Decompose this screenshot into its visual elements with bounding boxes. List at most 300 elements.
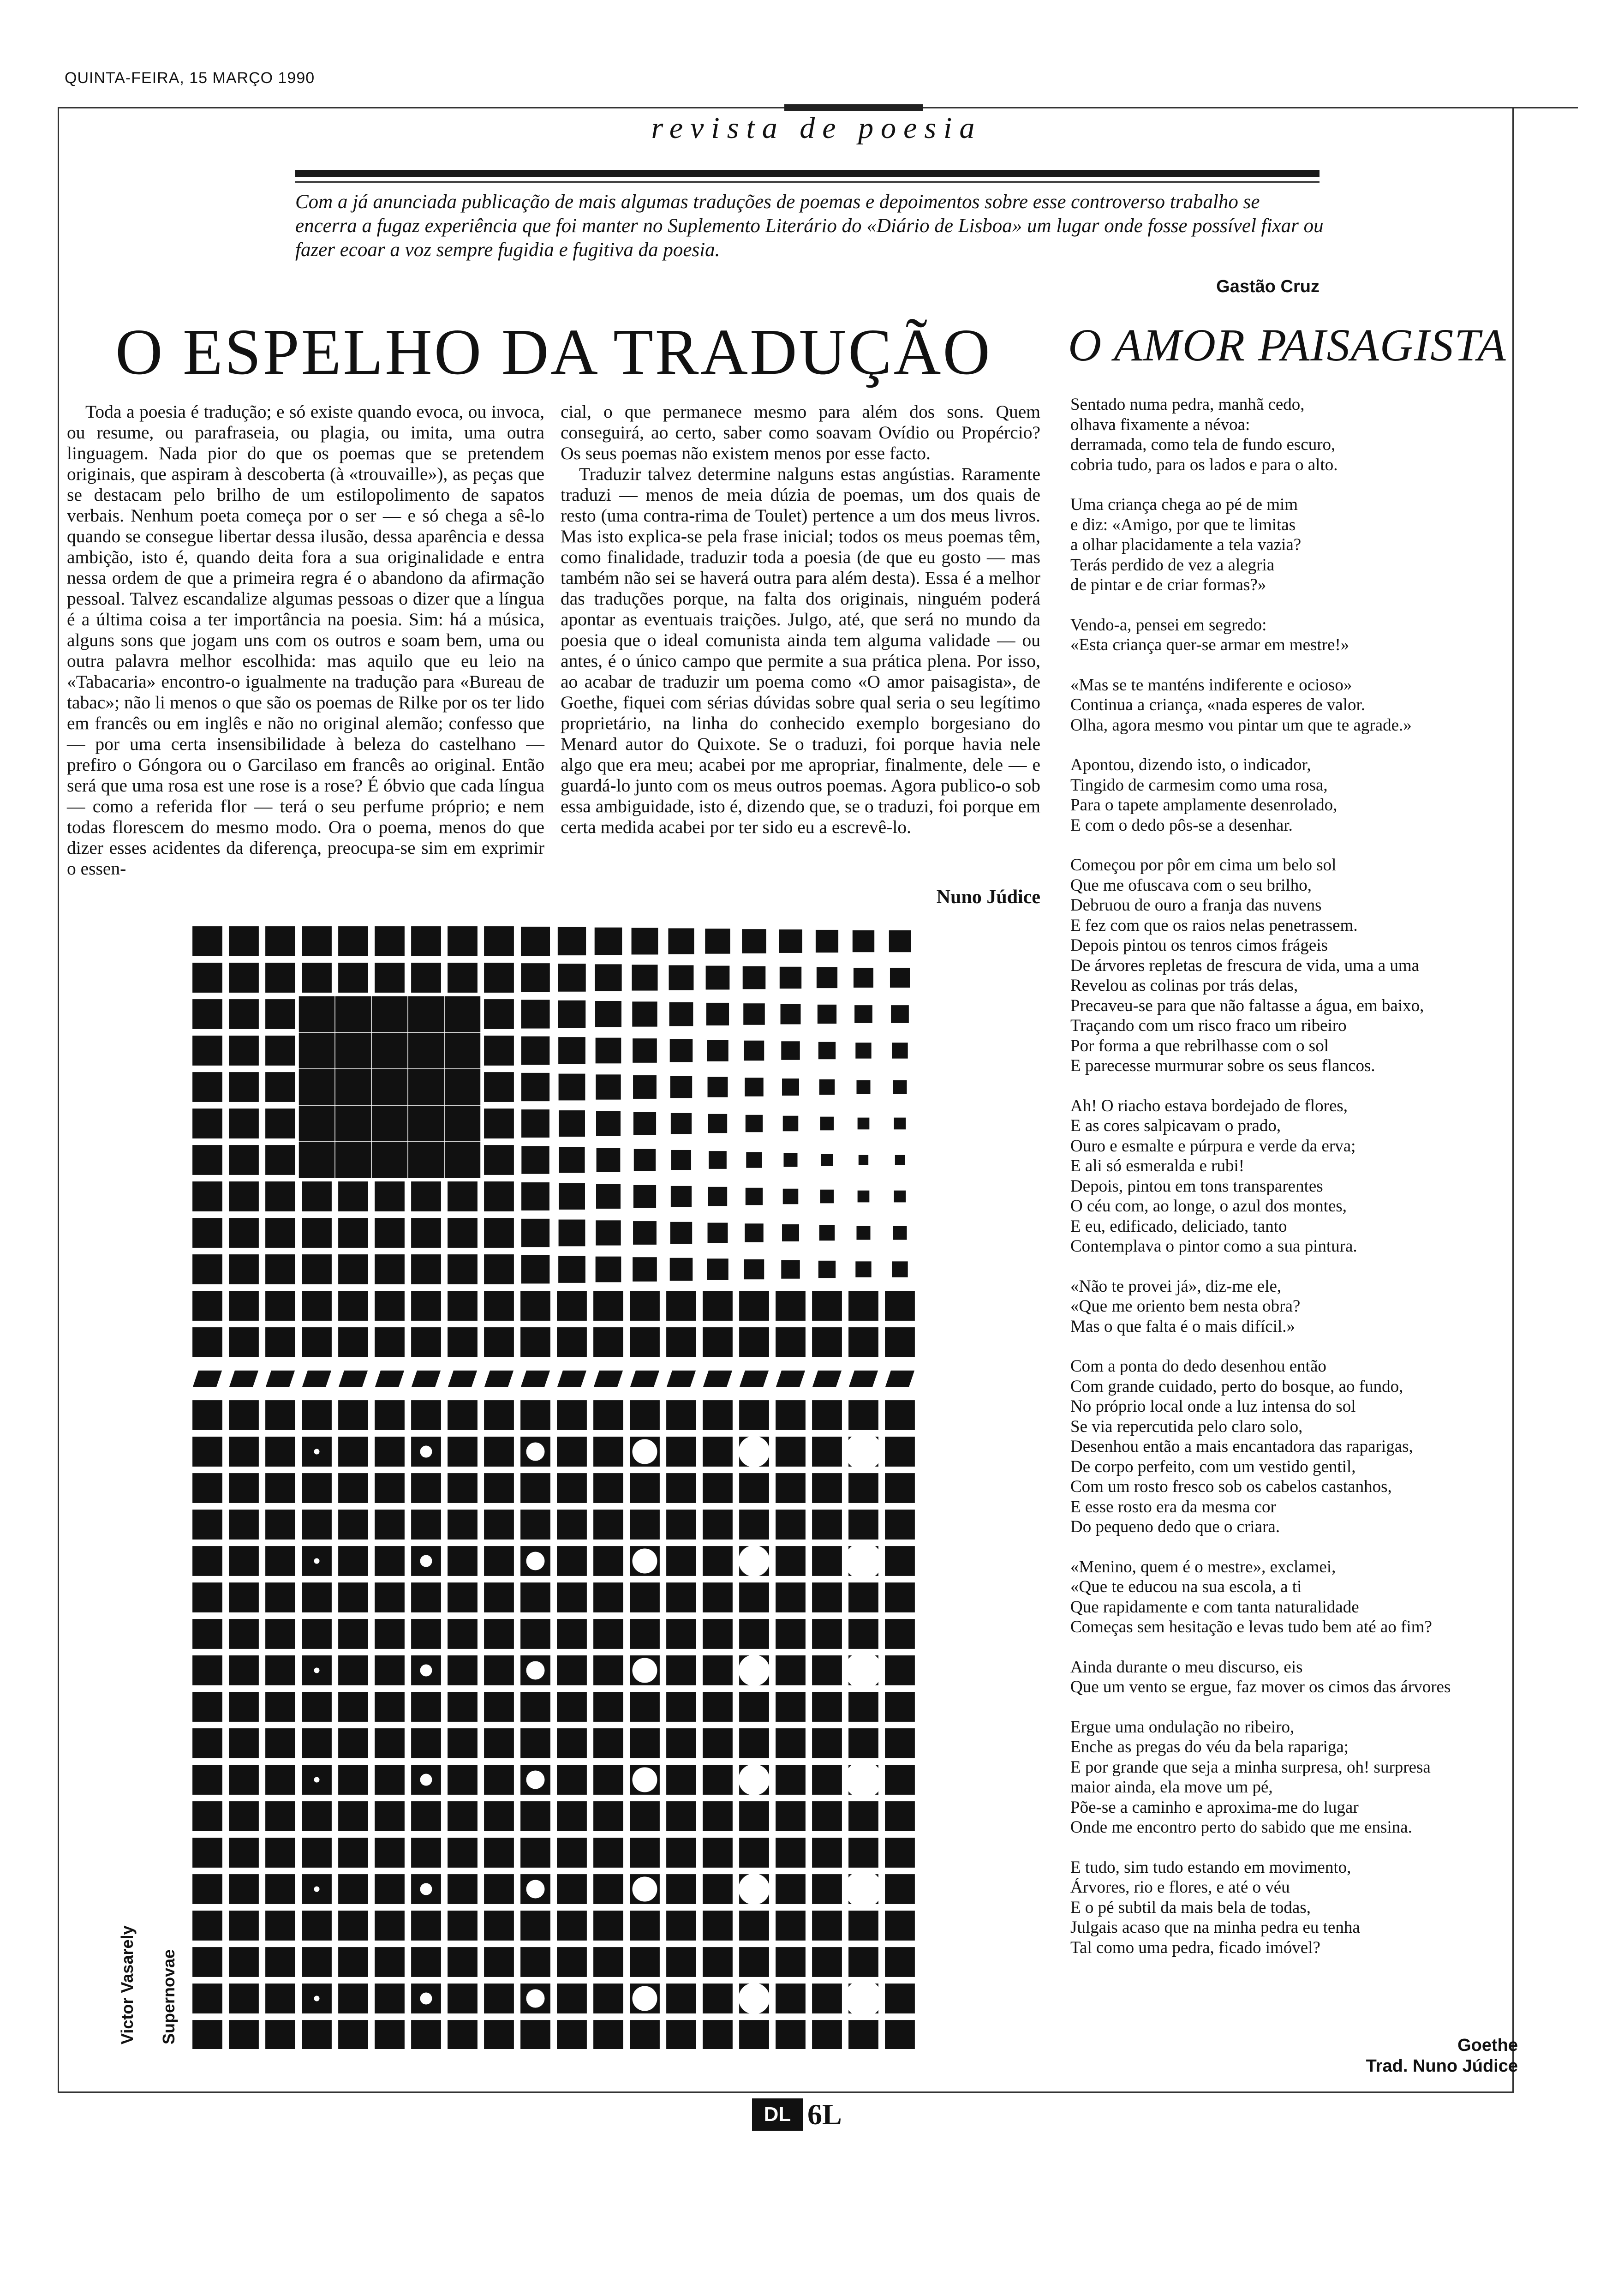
poem-line: Uma criança chega ao pé de mim: [1070, 495, 1298, 514]
poem-line: Que me ofuscava com o seu brilho,: [1070, 875, 1312, 895]
artwork-square: [848, 1838, 878, 1868]
artwork-square: [781, 1260, 800, 1278]
poem-line: a olhar placidamente a tela vazia?: [1070, 535, 1302, 554]
artwork-square: [593, 1582, 623, 1612]
artwork-square: [557, 1327, 587, 1357]
poem-stanza: [1070, 855, 1546, 1076]
artwork-square: [853, 930, 874, 952]
poem-stanza: [1070, 755, 1546, 835]
artwork-square: [854, 1005, 872, 1023]
artwork-square: [885, 1371, 914, 1387]
artwork-square: [666, 1619, 696, 1649]
artwork-dot: [420, 1774, 432, 1786]
artwork-square: [372, 1069, 407, 1105]
artwork-square: [229, 1619, 259, 1649]
artwork-square: [335, 1069, 371, 1105]
artwork-square: [557, 1728, 587, 1758]
artwork-square: [703, 1546, 733, 1576]
artwork-dot: [526, 1443, 545, 1461]
artwork-square: [667, 1371, 696, 1387]
artwork-dot: [633, 1658, 657, 1683]
poem-line: Mas o que falta é o mais difícil.»: [1070, 1317, 1296, 1336]
poem-line: «Que me oriento bem nesta obra?: [1070, 1297, 1301, 1316]
artwork-square: [885, 1765, 915, 1795]
artwork-square: [229, 1765, 259, 1795]
artwork-square: [666, 1728, 696, 1758]
artwork-square: [229, 1728, 259, 1758]
artwork-square: [593, 1655, 623, 1685]
artwork-dot: [420, 1555, 432, 1567]
artwork-square: [411, 1911, 441, 1941]
article-author: Nuno Júdice: [936, 887, 1040, 908]
artwork-square: [855, 1043, 871, 1058]
poem-line: Ainda durante o meu discurso, eis: [1070, 1657, 1303, 1677]
artwork-dot: [739, 1983, 770, 2014]
artwork-square: [484, 1983, 514, 2013]
artwork-square: [593, 1911, 623, 1941]
artwork-square: [703, 1838, 733, 1868]
artwork-square: [229, 1874, 259, 1904]
artwork-square: [630, 1291, 660, 1321]
artwork-square: [739, 1582, 769, 1612]
artwork-square: [780, 967, 801, 989]
poem-line: De árvores repletas de frescura de vida, uma a uma: [1070, 956, 1420, 975]
artwork-square: [338, 1437, 368, 1467]
artwork-square: [445, 1069, 480, 1105]
artwork-title: Supernovae: [159, 1949, 178, 2044]
artwork-square: [812, 1655, 842, 1685]
artwork-square: [520, 1327, 550, 1357]
artwork-square: [521, 963, 550, 992]
artwork-square: [411, 1801, 441, 1831]
artwork-square: [856, 1226, 870, 1240]
artwork-square: [445, 996, 480, 1032]
artwork-square: [593, 1947, 623, 1977]
artwork-square: [558, 1256, 585, 1283]
artwork-square: [338, 1400, 368, 1430]
artwork-square: [445, 1033, 480, 1068]
artwork-square: [338, 1619, 368, 1649]
artwork-square: [666, 1400, 696, 1430]
artwork-square: [812, 1874, 842, 1904]
artwork-square: [265, 1619, 295, 1649]
artwork-square: [708, 1187, 727, 1206]
artwork-dot: [739, 1546, 770, 1577]
artwork-square: [520, 1291, 550, 1321]
artwork-square: [338, 1947, 368, 1977]
artwork-square: [596, 1111, 621, 1136]
artwork-square: [812, 1437, 842, 1467]
artwork-square: [707, 1258, 728, 1280]
artwork-square: [819, 1225, 835, 1240]
poem-line: Debruou de ouro a franja das nuvens: [1070, 896, 1322, 915]
artwork-square: [375, 2020, 405, 2049]
artwork-square: [744, 1259, 764, 1279]
artwork-dot: [845, 1761, 883, 1799]
artwork-square: [448, 2020, 478, 2049]
artwork-square: [484, 1692, 514, 1722]
artwork-square: [848, 2020, 878, 2049]
artwork-square: [412, 1371, 441, 1387]
artwork-square: [812, 1400, 842, 1430]
artwork-square: [596, 1038, 621, 1064]
artwork-square: [375, 1327, 405, 1357]
artwork-square: [411, 2020, 441, 2049]
artwork-square: [630, 1371, 659, 1387]
artwork-square: [302, 1582, 332, 1612]
artwork-square: [812, 1582, 842, 1612]
artwork-square: [812, 1473, 842, 1503]
artwork-square: [448, 1437, 478, 1467]
page-folio: [752, 2097, 842, 2132]
page-number: 6L: [807, 2098, 842, 2131]
artwork-square: [338, 1655, 368, 1685]
article-paragraph: Traduzir talvez determine nalguns estas angústias. Raramente traduzi — menos de meia dúzia de poemas, um dos quais de resto (uma contra-rima de Toulet) pertence a um dos meus livros. Mas isto explica-se pela frase inicial; todos os meus poemas têm, como finalidade, traduzir toda a poesia (de que eu gosto — mas também não sei se haverá outra para além desta). Essa é a melhor das traduções porque, na falta dos originais, ninguém poderá apontar as eventuais traições. Julgo, até, que será no mundo da poesia que o ideal comunista ainda tem alguma validade — ou antes, é o único campo que permite a sua prática plena. Por isso, ao acabar de traduzir um poema como «O amor paisagista», de Goethe, fiquei com sérias dúvidas sobre qual seria o seu legítimo proprietário, na linha do conhecido exemplo borgesiano do Menard autor do Quixote. Se o traduzi, foi porque havia nele algo que era meu; acabei por me apropriar, finalmente, dele — e guardá-lo junto com os meus outros poemas. Agora publico-o sob essa ambiguidade, isto é, dizendo que, se o traduzi, foi porque em certa medida acabei por ter sido eu a escrevê-lo.: [561, 464, 1040, 837]
artwork-square: [302, 1181, 332, 1211]
artwork-square: [634, 1149, 656, 1171]
artwork-dot: [420, 1665, 432, 1677]
artwork-square: [893, 1226, 907, 1240]
artwork-square: [265, 1181, 295, 1211]
artwork-square: [666, 1874, 696, 1904]
artwork-dot: [739, 1436, 770, 1468]
artwork-square: [265, 1036, 295, 1066]
poem-line: Depois pintou os tenros cimos frágeis: [1070, 936, 1328, 955]
artwork-square: [740, 1371, 769, 1387]
artwork-square: [484, 2020, 514, 2049]
artwork-square: [812, 1838, 842, 1868]
artwork-square: [670, 1039, 693, 1062]
artwork-square: [703, 1619, 733, 1649]
artwork-square: [776, 1582, 806, 1612]
artwork-square: [265, 1437, 295, 1467]
artwork-square: [520, 1728, 550, 1758]
artwork-square: [229, 1655, 259, 1685]
poem-line: Olha, agora mesmo vou pintar um que te agrade.»: [1070, 715, 1412, 735]
artwork-square: [448, 1582, 478, 1612]
artwork-square: [632, 1001, 657, 1026]
poem-author: Goethe: [1457, 2036, 1518, 2055]
artwork-square: [521, 1037, 550, 1065]
artwork-square: [484, 1546, 514, 1576]
artwork-square: [594, 1371, 623, 1387]
artwork-square: [408, 1033, 444, 1068]
artwork-square: [338, 1838, 368, 1868]
artwork-square: [265, 1947, 295, 1977]
artwork-square: [484, 1437, 514, 1467]
artwork-dot: [420, 1446, 432, 1458]
artwork-square: [521, 1219, 549, 1247]
artwork-square: [448, 1983, 478, 2013]
artwork-square: [812, 1728, 842, 1758]
artwork-square: [630, 1327, 660, 1357]
poem-line: E o pé subtil da mais bela de todas,: [1070, 1898, 1311, 1917]
artwork-square: [484, 1109, 514, 1139]
artwork-square: [593, 1510, 623, 1540]
artwork-square: [448, 1546, 478, 1576]
artwork-square: [776, 1546, 806, 1576]
artwork-square: [890, 968, 910, 988]
artwork-square: [192, 1838, 222, 1868]
artwork-square: [891, 1005, 909, 1023]
artwork-square: [484, 1911, 514, 1941]
artwork-dot: [633, 1986, 657, 2011]
artwork-dot: [314, 1887, 320, 1892]
artwork-square: [484, 1327, 514, 1357]
artwork-square: [192, 1582, 222, 1612]
artwork-square: [302, 1291, 332, 1321]
poem-line: Que um vento se ergue, faz mover os cimos das árvores: [1070, 1678, 1451, 1696]
artwork-square: [265, 1765, 295, 1795]
artwork-square: [229, 1983, 259, 2013]
poem-line: E as cores salpicavam o prado,: [1070, 1116, 1281, 1135]
artwork-square: [372, 1033, 407, 1068]
artwork-square: [633, 1257, 657, 1282]
poem-body: [1070, 395, 1546, 1977]
artwork-square: [375, 1765, 405, 1795]
artwork-square: [666, 1473, 696, 1503]
artwork-square: [848, 1400, 878, 1430]
artwork-square: [703, 1400, 733, 1430]
artwork-square: [779, 929, 802, 953]
artwork-square: [633, 1221, 657, 1245]
poem-stanza: [1070, 615, 1546, 655]
artwork-square: [229, 1838, 259, 1868]
artwork-square: [338, 1254, 368, 1284]
artwork-dot: [314, 1449, 320, 1455]
artwork-square: [265, 1911, 295, 1941]
artwork-square: [666, 1437, 696, 1467]
poem-stanza: [1070, 675, 1546, 736]
artwork-square: [192, 1036, 222, 1066]
artwork-square: [885, 1655, 915, 1685]
artwork-square: [856, 1080, 870, 1094]
artwork-square: [885, 1874, 915, 1904]
artwork-square: [448, 1801, 478, 1831]
artwork-square: [885, 1692, 915, 1722]
artwork-square: [593, 1874, 623, 1904]
artwork-square: [338, 1874, 368, 1904]
artwork-dot: [633, 1877, 657, 1902]
artwork-square: [520, 1619, 550, 1649]
artwork-square: [739, 1728, 769, 1758]
artwork-square: [408, 1069, 444, 1105]
artwork-square: [192, 1400, 222, 1430]
poem-line: «Não te provei já», diz-me ele,: [1070, 1276, 1282, 1296]
poem-line: Ergue uma ondulação no ribeiro,: [1070, 1717, 1295, 1737]
poem-line: «Mas se te manténs indiferente e ocioso»: [1070, 675, 1352, 695]
artwork-square: [557, 1582, 587, 1612]
artwork-dot: [420, 1993, 432, 2005]
artwork-square: [858, 1118, 870, 1130]
poem-line: Do pequeno dedo que o criara.: [1070, 1517, 1280, 1536]
artwork-square: [192, 926, 222, 956]
artwork-square: [821, 1154, 833, 1166]
poem-line: Vendo-a, pensei em segredo:: [1070, 615, 1267, 635]
artwork-dot: [314, 1996, 320, 2001]
poem-line: de pintar e de criar formas?»: [1070, 575, 1266, 594]
artwork-square: [484, 1765, 514, 1795]
artwork-square: [669, 1002, 693, 1026]
artwork-dot: [739, 1655, 770, 1686]
artwork-square: [739, 1327, 769, 1357]
poem-line: «Que te educou na sua escola, a ti: [1070, 1577, 1302, 1596]
artwork-square: [783, 1153, 797, 1167]
artwork-square: [192, 1145, 222, 1175]
artwork-square: [708, 1114, 727, 1133]
poem-line: Desenhou então a mais encantadora das raparigas,: [1070, 1437, 1413, 1456]
poem-line: E tudo, sim tudo estando em movimento,: [1070, 1858, 1351, 1877]
artwork-square: [302, 926, 332, 956]
artwork-square: [302, 1838, 332, 1868]
artwork-square: [858, 1191, 870, 1203]
artwork-square: [671, 1150, 691, 1170]
artwork-square: [229, 1181, 259, 1211]
artwork-square: [739, 1291, 769, 1321]
artwork-square: [739, 1947, 769, 1977]
artwork-square: [816, 930, 838, 953]
artwork-square: [630, 1582, 660, 1612]
artwork-dot: [526, 1880, 545, 1899]
artwork-square: [521, 1000, 549, 1028]
artwork-square: [593, 1327, 623, 1357]
poem-line: «Menino, quem é o mestre», exclamei,: [1070, 1557, 1336, 1576]
artwork-square: [559, 1110, 585, 1137]
poem-translator: Trad. Nuno Júdice: [1366, 2056, 1518, 2076]
artwork-dot: [526, 1661, 545, 1680]
artwork-square: [776, 2020, 806, 2049]
artwork-square: [812, 1692, 842, 1722]
poem-line: Tingido de carmesim como uma rosa,: [1070, 775, 1328, 795]
artwork-square: [745, 1078, 763, 1096]
artwork-square: [335, 1033, 371, 1068]
artwork-square: [812, 1765, 842, 1795]
poem-line: Continua a criança, «nada esperes de valor.: [1070, 695, 1366, 714]
artwork-square: [375, 1838, 405, 1868]
artwork-square: [302, 1619, 332, 1649]
section-title: revista de poesia: [651, 111, 982, 145]
artwork-square: [411, 926, 441, 956]
artwork-square: [776, 1371, 805, 1387]
artwork-square: [521, 1255, 550, 1284]
artwork-square: [596, 1220, 621, 1245]
artwork-square: [706, 1003, 729, 1025]
artwork-square: [595, 1001, 621, 1027]
artwork-square: [375, 1437, 405, 1467]
artwork-square: [338, 1546, 368, 1576]
poem-line: Ouro e esmalte e púrpura e verde da erva;: [1070, 1136, 1356, 1156]
artwork-square: [338, 1327, 368, 1357]
artwork-square: [411, 1838, 441, 1868]
poem-line: cobria tudo, para os lados e para o alto.: [1070, 455, 1338, 474]
artwork-square: [595, 964, 621, 991]
artwork-square: [706, 966, 730, 990]
artwork-square: [703, 1765, 733, 1795]
artwork-square: [820, 1190, 834, 1204]
artwork-square: [375, 1874, 405, 1904]
artwork-square: [557, 1655, 587, 1685]
artwork-square: [630, 1619, 660, 1649]
artwork-square: [782, 1079, 799, 1096]
artwork-square: [265, 1109, 295, 1139]
poem-line: Árvores, rio e flores, e até o véu: [1070, 1878, 1290, 1897]
artwork-square: [192, 2020, 222, 2049]
artwork-square: [520, 1582, 550, 1612]
artwork-square: [557, 1874, 587, 1904]
artwork-square: [375, 1181, 405, 1211]
artwork-square: [192, 963, 222, 993]
poem-line: Tal como uma pedra, ficado imóvel?: [1070, 1938, 1320, 1957]
artwork-square: [302, 1510, 332, 1540]
poem-stanza: [1070, 495, 1546, 595]
artwork-dot: [845, 1980, 883, 2018]
artwork-square: [302, 2020, 332, 2049]
artwork-square: [338, 1765, 368, 1795]
section-marker: [784, 104, 923, 111]
artwork-square: [703, 1728, 733, 1758]
artwork-square: [776, 1510, 806, 1540]
poem-line: Julgais acaso que na minha pedra eu tenha: [1070, 1918, 1360, 1937]
artwork-square: [338, 1582, 368, 1612]
artwork-square: [338, 963, 368, 993]
artwork-square: [192, 1218, 222, 1248]
artwork-square: [855, 1261, 871, 1277]
artwork-square: [557, 1473, 587, 1503]
poem-line: Com grande cuidado, perto do bosque, ao fundo,: [1070, 1377, 1403, 1396]
artwork-square: [375, 1546, 405, 1576]
artwork-square: [666, 1546, 696, 1576]
artwork-square: [265, 1582, 295, 1612]
artwork-square: [885, 1437, 915, 1467]
artwork-square: [666, 1582, 696, 1612]
artwork-square: [666, 1838, 696, 1868]
artwork-square: [559, 1183, 585, 1210]
artwork-square: [229, 1218, 259, 1248]
artwork-square: [338, 1510, 368, 1540]
artwork-square: [521, 1109, 549, 1138]
artwork-square: [781, 1041, 800, 1060]
artwork-square: [709, 1151, 727, 1169]
artwork-square: [375, 1728, 405, 1758]
artwork-dot: [526, 1771, 545, 1789]
artwork-square: [895, 1155, 905, 1165]
artwork-square: [593, 1291, 623, 1321]
artwork-square: [885, 1473, 915, 1503]
artwork-square: [375, 1371, 404, 1387]
artwork-square: [671, 1113, 692, 1134]
artwork-square: [776, 1327, 806, 1357]
artwork-square: [411, 1327, 441, 1357]
poem-line: E eu, edificado, deliciado, tanto: [1070, 1216, 1287, 1236]
poem-headline: O AMOR PAISAGISTA: [1068, 319, 1507, 371]
artwork-square: [229, 926, 259, 956]
artwork-square: [521, 1371, 550, 1387]
poem-line: Põe-se a caminho e aproxima-me do lugar: [1070, 1798, 1359, 1817]
artwork-square: [849, 1371, 878, 1387]
poem-line: e diz: «Amigo, por que te limitas: [1070, 515, 1296, 534]
artwork-square: [885, 1911, 915, 1941]
artwork-square: [302, 1254, 332, 1284]
artwork-square: [744, 1041, 764, 1061]
poem-line: Começas sem hesitação e levas tudo bem até ao fim?: [1070, 1618, 1432, 1636]
poem-stanza: [1070, 1356, 1546, 1537]
artwork-square: [484, 1371, 513, 1387]
artwork-square: [703, 1874, 733, 1904]
artwork-dot: [526, 1989, 545, 2008]
artwork-square: [192, 1181, 222, 1211]
artwork-square: [229, 1911, 259, 1941]
artwork-square: [375, 926, 405, 956]
